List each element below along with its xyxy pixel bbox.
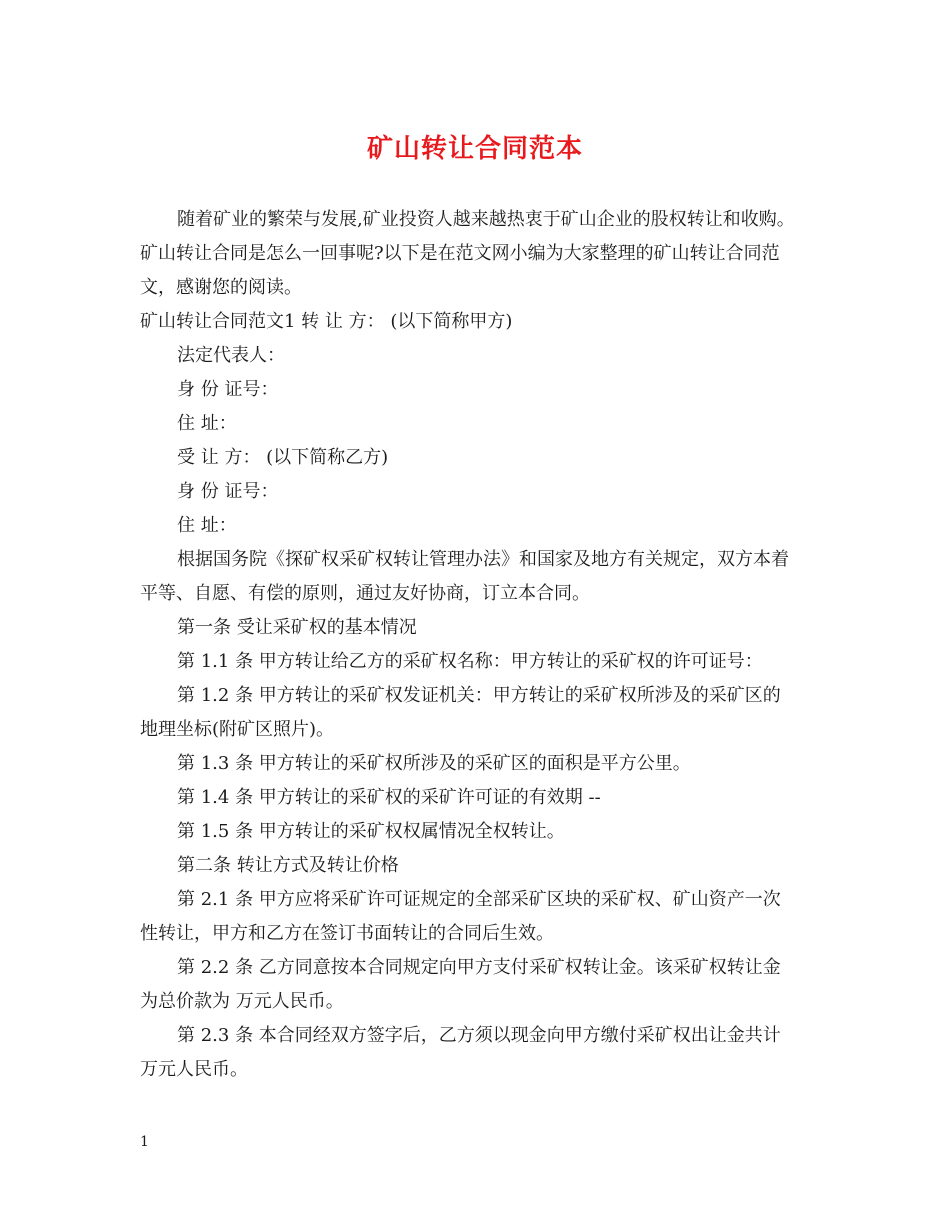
document-title: 矿山转让合同范本 <box>366 134 583 164</box>
paragraph-line: 随着矿业的繁荣与发展,矿业投资人越来越热衷于矿山企业的股权转让和收购。 <box>177 209 795 230</box>
paragraph-line: 第 1.4 条 甲方转让的采矿权的采矿许可证的有效期 -- <box>177 787 601 808</box>
page-number: 1 <box>140 1134 149 1150</box>
paragraph-line: 为总价款为 万元人民币。 <box>140 991 344 1012</box>
paragraph-line: 性转让，甲方和乙方在签订书面转让的合同后生效。 <box>140 923 554 944</box>
paragraph-line: 地理坐标(附矿区照片)。 <box>140 719 335 740</box>
paragraph-line: 平等、自愿、有偿的原则，通过友好协商，订立本合同。 <box>140 583 590 604</box>
paragraph-line: 第 2.1 条 甲方应将采矿许可证规定的全部采矿区块的采矿权、矿山资产一次 <box>177 889 781 910</box>
paragraph-line: 第一条 受让采矿权的基本情况 <box>177 617 417 638</box>
paragraph-line: 矿山转让合同范文1 转 让 方： (以下简称甲方) <box>140 311 513 332</box>
document-body <box>140 203 830 1087</box>
paragraph-line: 法定代表人： <box>177 345 285 366</box>
paragraph-line: 第 1.5 条 甲方转让的采矿权权属情况全权转让。 <box>177 821 565 842</box>
paragraph-line: 矿山转让合同是怎么一回事呢?以下是在范文网小编为大家整理的矿山转让合同范 <box>140 243 780 264</box>
paragraph-line: 身 份 证号： <box>177 379 279 400</box>
paragraph-line: 文，感谢您的阅读。 <box>140 277 302 298</box>
paragraph-line: 第 1.1 条 甲方转让给乙方的采矿权名称：甲方转让的采矿权的许可证号： <box>177 651 763 672</box>
paragraph-line: 根据国务院《探矿权采矿权转让管理办法》和国家及地方有关规定，双方本着 <box>177 549 789 570</box>
paragraph-line: 受 让 方： (以下简称乙方) <box>177 447 389 468</box>
paragraph-line: 万元人民币。 <box>140 1059 248 1080</box>
paragraph-line: 第 2.2 条 乙方同意按本合同规定向甲方支付采矿权转让金。该采矿权转让金 <box>177 957 781 978</box>
paragraph-line: 第二条 转让方式及转让价格 <box>177 855 399 876</box>
paragraph-line: 第 1.3 条 甲方转让的采矿权所涉及的采矿区的面积是平方公里。 <box>177 753 691 774</box>
paragraph-line: 住 址： <box>177 413 237 434</box>
paragraph-line: 第 1.2 条 甲方转让的采矿权发证机关：甲方转让的采矿权所涉及的采矿区的 <box>177 685 781 706</box>
paragraph-line: 第 2.3 条 本合同经双方签字后，乙方须以现金向甲方缴付采矿权出让金共计 <box>177 1025 781 1046</box>
paragraph-line: 身 份 证号： <box>177 481 279 502</box>
paragraph-line: 住 址： <box>177 515 237 536</box>
